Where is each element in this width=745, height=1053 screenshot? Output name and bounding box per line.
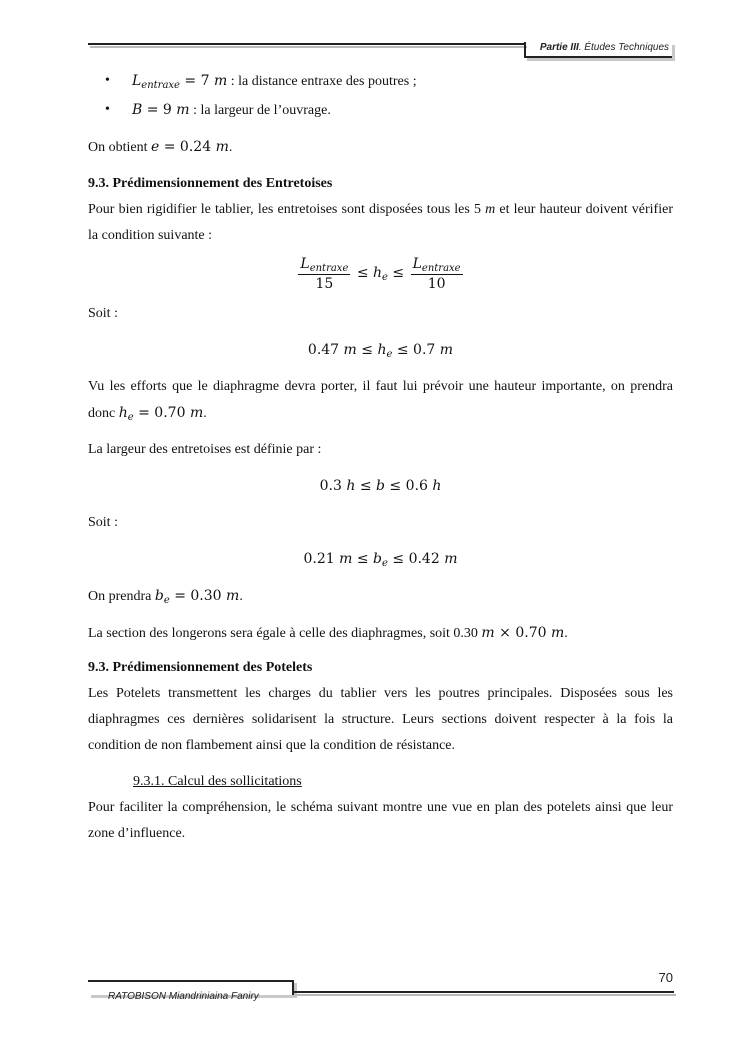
unit: m <box>176 102 190 118</box>
unit: m <box>213 73 228 89</box>
unit: m <box>481 625 495 641</box>
sub: e <box>163 595 170 606</box>
num: 0.47 <box>307 342 344 358</box>
formula-width-range <box>88 473 673 500</box>
num: ≤ 0.42 <box>387 551 445 567</box>
leq: ≤ <box>352 551 374 567</box>
sub: e <box>382 272 388 284</box>
formula-height-condition <box>88 255 673 293</box>
var-L: L <box>412 256 422 272</box>
sub: entraxe <box>421 263 461 274</box>
bullet-text: : la distance entraxe des poutres ; <box>227 74 417 89</box>
leq: ≤ <box>356 342 378 358</box>
num: ≤ 0.7 <box>392 342 440 358</box>
obtain-prefix: On obtient <box>88 140 151 155</box>
var-L: L <box>132 73 142 89</box>
text: Vu les efforts que le diaphragme devra porter, il faut lui prévoir une hauteur importante, on prendra donc <box>88 379 673 421</box>
var-b: b <box>376 478 385 494</box>
var-h: h <box>346 478 356 494</box>
punct: . <box>228 140 233 155</box>
num: ≤ 0.6 <box>384 478 433 494</box>
footer-author: RATOBISON Miandriniaina Faniry <box>108 991 259 1002</box>
formula-height-range <box>88 337 673 364</box>
var-B: B <box>132 102 143 118</box>
footer-rule <box>292 991 674 993</box>
para-section <box>88 620 673 647</box>
soit-2: Soit : <box>88 515 118 530</box>
subheading-sollicitations: 9.3.1. Calcul des sollicitations <box>133 774 302 789</box>
running-header <box>540 42 669 53</box>
var-h: h <box>432 478 442 494</box>
header-title: . Études Techniques <box>578 42 669 53</box>
var-L: L <box>300 256 310 272</box>
num: 0.3 <box>319 478 347 494</box>
text: et leur hauteur doivent vérifier la condition suivante : <box>88 202 673 243</box>
para-largeur: La largeur des entretoises est définie par : <box>88 442 322 457</box>
sub: entraxe <box>309 263 349 274</box>
header-part: Partie III <box>539 42 579 53</box>
punct: . <box>564 626 568 641</box>
punct: . <box>203 406 207 421</box>
eq-value: = 9 <box>142 102 177 118</box>
bullet-text: : la largeur de l’ouvrage. <box>189 103 331 118</box>
text: Pour bien rigidifier le tablier, les entretoises sont disposées tous les 5 <box>88 202 486 217</box>
heading-entretoises: 9.3. Prédimensionnement des Entretoises <box>88 176 333 191</box>
para-potelets: Les Potelets transmettent les charges du tablier vers les poutres principales. Disposées sous les diaphragmes ces dernières solidarisent la structure. Leurs sections doivent respecter à la fois la condition de non flambement ainsi que la condition de résistance. <box>88 686 673 753</box>
page-body <box>88 68 673 847</box>
fraction-right <box>411 255 463 293</box>
var-e: e <box>151 139 160 155</box>
sub: e <box>382 558 388 569</box>
header-rule <box>88 43 525 45</box>
heading-potelets: 9.3. Prédimensionnement des Potelets <box>88 660 313 675</box>
var-b: b <box>373 551 383 567</box>
num: 0.21 <box>303 551 340 567</box>
unit: m <box>444 551 458 567</box>
unit: m <box>343 342 357 358</box>
eq-value: = 0.70 <box>133 405 190 421</box>
para-schema: Pour faciliter la compréhension, le schéma suivant montre une vue en plan des potelets ainsi que leur zone d’influence. <box>88 800 673 841</box>
soit-1: Soit : <box>88 306 118 321</box>
unit: m <box>189 405 204 421</box>
leq: ≤ <box>355 478 377 494</box>
sub-entraxe: entraxe <box>141 80 180 91</box>
formula-width-values <box>88 546 673 573</box>
leq: ≤ <box>387 265 409 282</box>
fraction-left <box>298 255 350 293</box>
on-prendra <box>88 583 673 610</box>
page-number: 70 <box>658 970 673 985</box>
bullet-width <box>88 97 673 124</box>
unit: m <box>439 342 454 358</box>
sub: e <box>386 349 393 360</box>
footer-rule-shadow <box>294 994 676 996</box>
eq-value: = 0.24 <box>159 139 216 155</box>
unit: m <box>485 202 496 217</box>
var-h: h <box>118 405 128 421</box>
leq: ≤ <box>352 265 374 282</box>
times-value: × 0.70 <box>494 625 551 641</box>
para-diaphragme <box>88 374 673 427</box>
var-h: h <box>373 265 383 282</box>
denominator: 15 <box>315 276 334 292</box>
var-b: b <box>154 588 164 604</box>
var-h: h <box>377 342 387 358</box>
unit: m <box>226 588 240 604</box>
unit: m <box>339 551 353 567</box>
eq-value: = 7 <box>179 73 214 89</box>
bullet-entraxe <box>88 68 673 95</box>
eq-value: = 0.30 <box>169 588 227 604</box>
obtain-line <box>88 134 673 161</box>
unit: m <box>550 625 565 641</box>
sub: e <box>127 412 134 423</box>
punct: . <box>239 589 243 604</box>
denominator: 10 <box>427 276 446 292</box>
text: La section des longerons sera égale à celle des diaphragmes, soit 0.30 <box>88 626 482 641</box>
unit: m <box>215 139 229 155</box>
header-rule-shadow <box>90 46 527 48</box>
para-entretoises-intro <box>88 197 673 249</box>
text: On prendra <box>88 589 155 604</box>
